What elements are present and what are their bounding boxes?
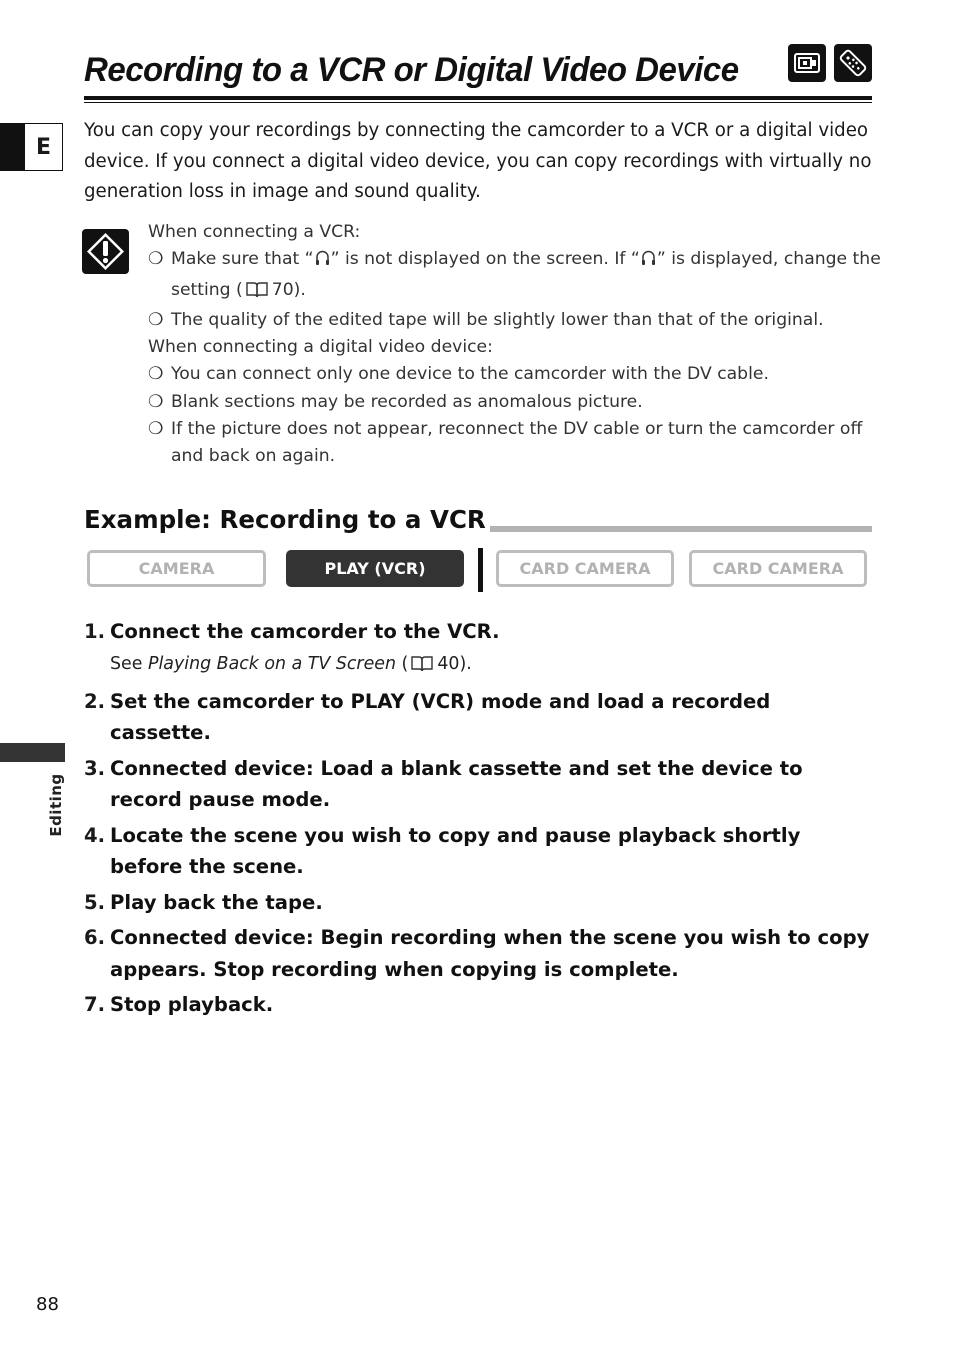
title-rule [84,96,872,100]
step-item [84,922,874,985]
dv-note [148,389,888,416]
step-number: 3. [84,756,106,780]
see-text: See [110,653,148,674]
note-text: Blank sections may be recorded as anomalous picture. [171,391,643,412]
step-text: Play back the tape. [110,890,323,914]
language-tab-letter: E [25,123,63,171]
reference-title[interactable]: Playing Back on a TV Screen [147,653,396,674]
section-tab-marker [0,743,65,762]
example-heading: Example: Recording to a VCR [84,500,490,540]
note-text: You can connect only one device to the camcorder with the DV cable. [171,364,769,385]
wireless-controller-icon [834,44,872,82]
mode-play-vcr: PLAY (VCR) [286,550,464,587]
headphone-icon [315,249,330,276]
step-item [84,989,874,1021]
language-tab-marker [0,123,25,171]
vcr-note-quality [148,307,888,334]
step-text: Set the camcorder to PLAY (VCR) mode and load a recorded cassette. [110,689,771,744]
step-item [84,616,874,682]
mode-camera: CAMERA [87,550,266,587]
note-text: ). [293,279,306,300]
title-rule-thin [84,102,872,103]
caution-exclamation-icon [82,229,129,278]
step-text: Connected device: Begin recording when the scene you wish to copy appears. Stop recording when copying is complete. [110,926,870,981]
vcr-note-headphone [148,246,888,307]
paren-close: ). [459,653,472,674]
step-number: 7. [84,993,106,1016]
title-icons [788,44,872,82]
note-text: ” is displayed, change the setting ( [171,249,881,300]
paren-open: ( [396,653,409,674]
note-text: Make sure that “ [171,249,314,270]
mode-card-camera-2: CARD CAMERA [689,550,867,587]
book-reference-icon [246,280,268,307]
page-number: 88 [36,1294,59,1315]
step-number: 4. [84,823,106,847]
dv-note [148,361,888,388]
page-title: Recording to a VCR or Digital Video Device [84,51,739,89]
bullet-mark: ❍ [148,249,164,270]
intro-paragraph: You can copy your recordings by connecting the camcorder to a VCR or a digital video device. If you connect a digital video device, you can copy recordings with virtually no generation loss in image and sound quality. [84,120,872,202]
note-text: If the picture does not appear, reconnect the DV cable or turn the camcorder off and back on again. [171,419,863,467]
section-label: Editing [47,773,65,837]
camcorder-tape-icon [788,44,826,82]
step-number: 6. [84,926,106,949]
bullet-mark: ❍ [148,391,164,412]
step-item [84,753,874,816]
caution-notes [148,219,888,471]
step-text: Stop playback. [110,993,274,1016]
step-item [84,686,874,749]
step-number: 5. [84,890,106,914]
language-tab [0,123,64,171]
steps-list [84,616,874,1025]
mode-divider [478,548,483,592]
step-cross-reference [110,649,874,682]
step-text: Connect the camcorder to the VCR. [110,620,500,643]
step-number: 1. [84,620,106,643]
note-text: The quality of the edited tape will be slightly lower than that of the original. [171,309,824,330]
bullet-mark: ❍ [148,364,164,385]
bullet-mark: ❍ [148,309,164,330]
step-number: 2. [84,689,106,713]
page-reference[interactable]: 70 [271,279,294,300]
vcr-notes-label: When connecting a VCR: [148,222,361,242]
dv-note [148,416,888,471]
step-text: Connected device: Load a blank cassette and set the device to record pause mode. [110,756,803,811]
step-text: Locate the scene you wish to copy and pause playback shortly before the scene. [110,823,801,878]
page-reference[interactable]: 40 [437,653,460,674]
dv-notes-label: When connecting a digital video device: [148,337,493,358]
book-reference-icon [411,652,433,682]
mode-card-camera: CARD CAMERA [496,550,674,587]
step-item [84,820,874,883]
note-text: ” is not displayed on the screen. If “ [330,249,640,270]
step-item [84,887,874,919]
bullet-mark: ❍ [148,419,164,440]
headphone-icon [641,249,656,276]
